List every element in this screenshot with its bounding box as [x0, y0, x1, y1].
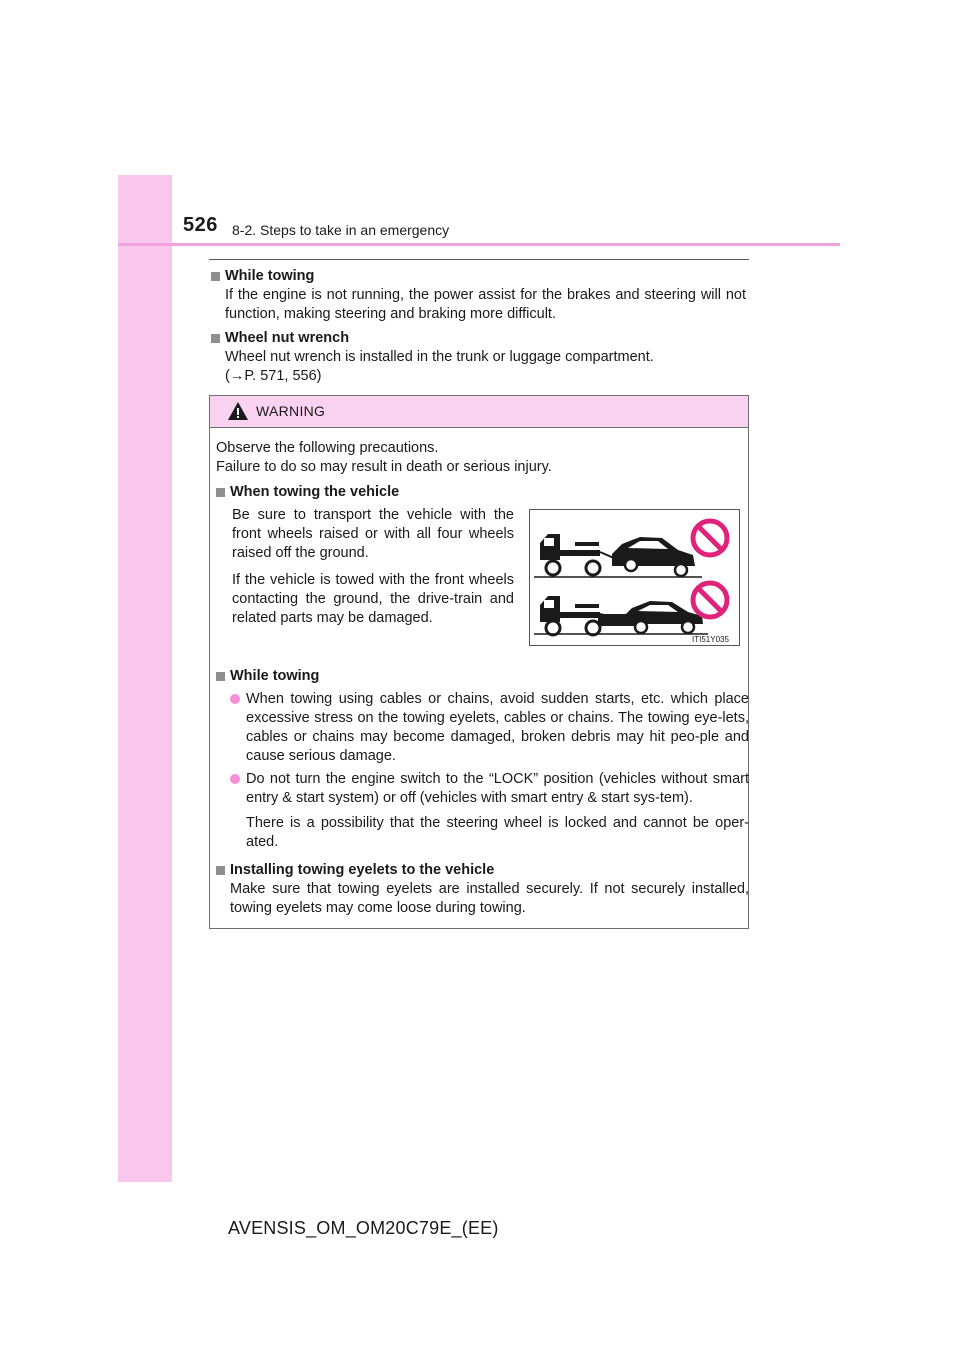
towing-paragraph: If the vehicle is towed with the front wheels contacting the ground, the drive-train and related parts may be damaged. [232, 572, 514, 626]
prohibited-icon [693, 583, 727, 617]
bullet-item [216, 770, 749, 808]
bullet-text: Do not turn the engine switch to the “LOCK” position (vehicles without smart entry & start system) or off (vehicles with smart entry & start sys-tem). [246, 771, 749, 806]
towing-text [232, 506, 514, 636]
section-title: 8-2. Steps to take in an emergency [232, 222, 450, 238]
square-bullet-icon [216, 672, 225, 681]
item-wheel-nut-wrench [211, 329, 746, 386]
towed-car-icon [612, 537, 695, 576]
subheading-when-towing [216, 483, 743, 502]
warning-intro-line: Failure to do so may result in death or serious injury. [216, 459, 552, 475]
header-rule [118, 243, 840, 246]
bullet-text: When towing using cables or chains, avoid sudden starts, etc. which place excessive stress on the towing eyelets, cables or chains. The towing eye-lets, cables or chains may become damaged, broken debris may hit peo-ple and cause serious damage. [246, 691, 749, 764]
warning-triangle-icon [227, 401, 249, 421]
item-heading: Wheel nut wrench [225, 330, 350, 346]
content-top-rule [209, 259, 749, 260]
square-bullet-icon [216, 866, 225, 875]
square-bullet-icon [211, 334, 220, 343]
illustration-code: ITI51Y035 [692, 635, 729, 644]
circle-bullet-icon [230, 774, 240, 784]
towed-car-icon [622, 601, 703, 633]
warning-title: WARNING [256, 403, 326, 419]
subheading-text: When towing the vehicle [230, 484, 400, 500]
warning-header [210, 396, 748, 428]
warning-intro-line: Observe the following precautions. [216, 440, 439, 456]
warning-intro [216, 439, 743, 502]
page-reference: (→P. 571, 556) [225, 368, 322, 384]
item-heading: While towing [225, 268, 315, 284]
item-while-towing [211, 267, 746, 324]
bullet-continuation: There is a possibility that the steering wheel is locked and cannot be oper-ated. [246, 815, 749, 850]
prohibited-icon [693, 521, 727, 555]
square-bullet-icon [211, 272, 220, 281]
installing-section [216, 855, 749, 918]
subheading-installing [216, 861, 749, 880]
while-towing-section [216, 661, 749, 852]
towing-illustration [529, 509, 740, 646]
page-number: 526 [183, 214, 218, 236]
subheading-while-towing [216, 667, 749, 686]
bullet-item [216, 690, 749, 766]
subheading-text: Installing towing eyelets to the vehicle [230, 862, 495, 878]
item-body: Wheel nut wrench is installed in the trunk or luggage compartment. [225, 349, 654, 365]
circle-bullet-icon [230, 694, 240, 704]
subheading-text: While towing [230, 668, 320, 684]
document-footer: AVENSIS_OM_OM20C79E_(EE) [228, 1218, 499, 1238]
towing-paragraph: Be sure to transport the vehicle with the front wheels raised or with all four wheels raised off the ground. [232, 507, 514, 561]
side-color-band [118, 175, 172, 1182]
square-bullet-icon [216, 488, 225, 497]
warning-box [209, 395, 749, 929]
installing-body: Make sure that towing eyelets are installed securely. If not securely installed, towing eyelets may come loose during towing. [230, 881, 749, 916]
item-body: If the engine is not running, the power assist for the brakes and steering will not function, making steering and braking more difficult. [225, 287, 746, 322]
